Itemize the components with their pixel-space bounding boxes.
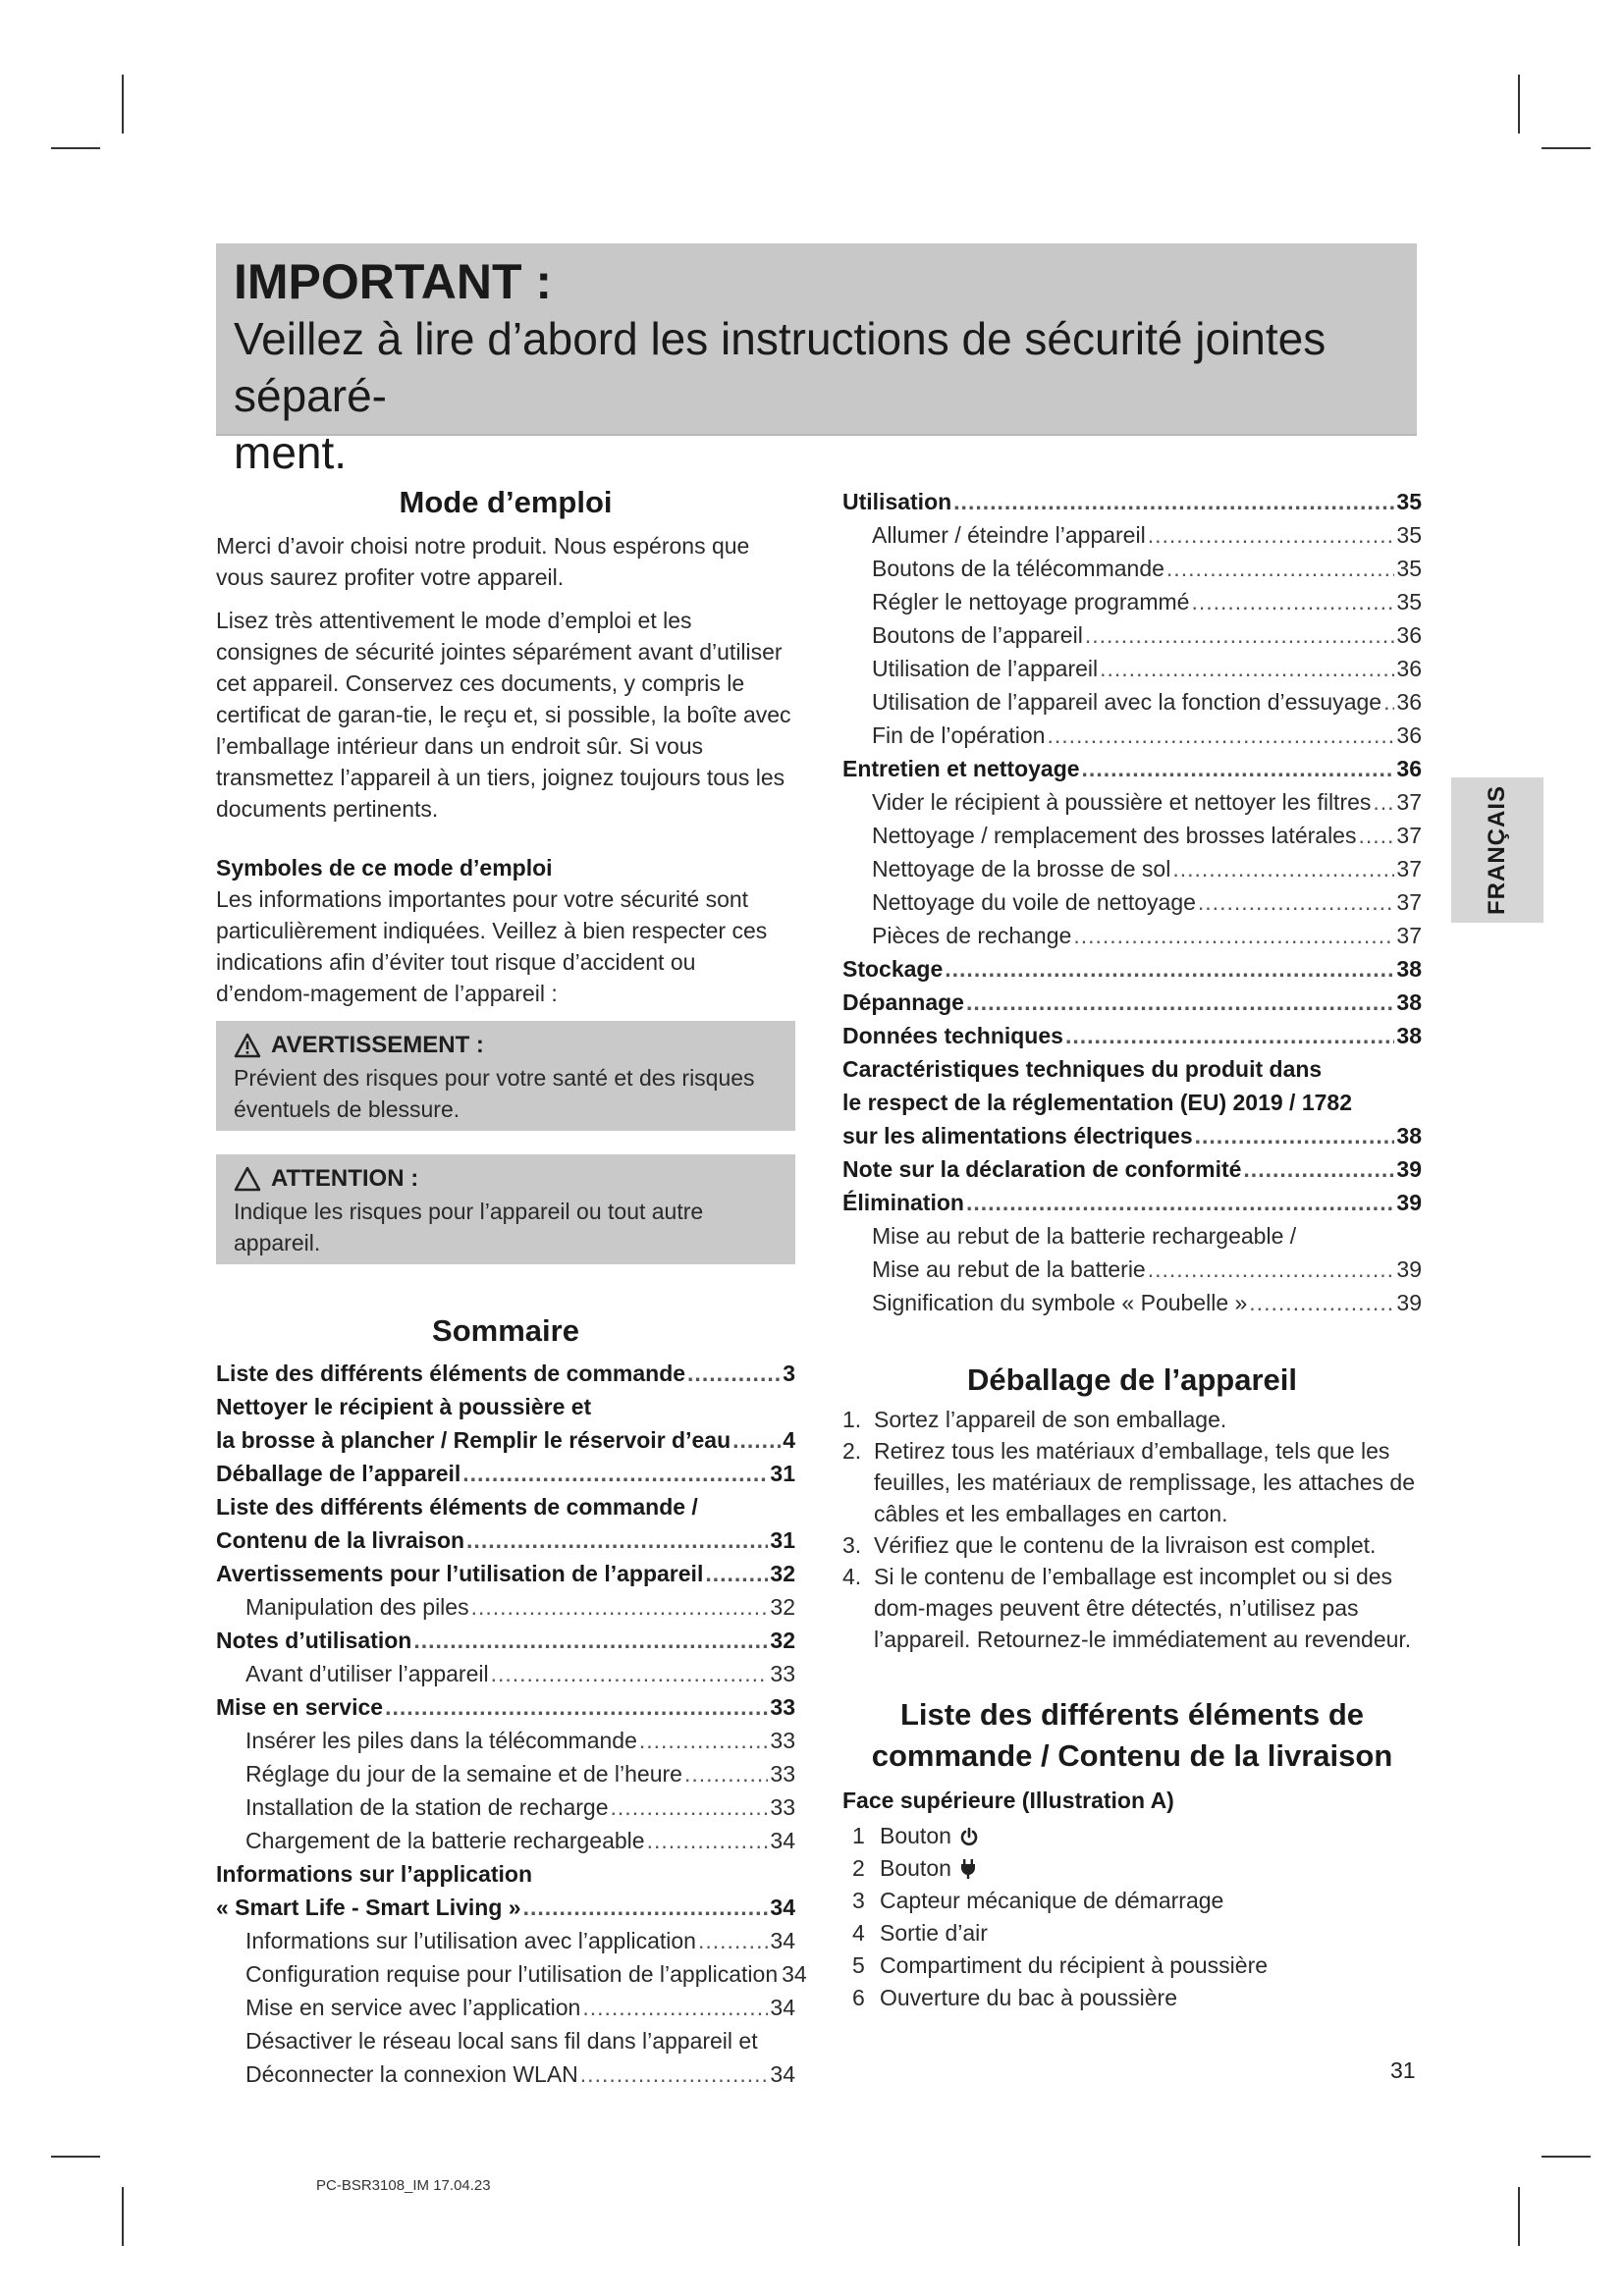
toc-entry-label: Données techniques — [842, 1023, 1063, 1048]
toc-entry — [216, 1991, 795, 2024]
toc-entry — [842, 1286, 1422, 1319]
toc-entry-label: Avertissements pour l’utilisation de l’appareil — [216, 1561, 704, 1586]
toc-leader-dots — [966, 986, 1394, 1019]
toc-entry-page: 38 — [1396, 956, 1422, 982]
toc-entry — [842, 1019, 1422, 1052]
toc-entry — [842, 785, 1422, 819]
toc-entry-page: 33 — [770, 1694, 795, 1720]
step-text: Sortez l’appareil de son emballage. — [874, 1407, 1227, 1432]
toc-entry-page: 39 — [1396, 1156, 1422, 1182]
toc-entry-label: Utilisation de l’appareil — [872, 656, 1099, 681]
toc-entry: le respect de la réglementation (EU) 2019 / 1782 — [842, 1090, 1353, 1115]
toc-entry — [216, 1624, 795, 1657]
toc-entry-label: Boutons de la télécommande — [872, 556, 1164, 581]
toc-leader-dots — [1172, 852, 1394, 885]
toc-entry-page: 32 — [770, 1561, 795, 1586]
toc-entry-label: sur les alimentations électriques — [842, 1123, 1193, 1148]
part-item — [842, 1982, 1422, 2014]
toc-entry-page: 35 — [1396, 489, 1422, 514]
instructions-paragraph: Lisez très attentivement le mode d’emploi et les consignes de sécurité jointes séparément avant d’utiliser cet appareil. Conservez ces documents, y compris le certificat de garan-tie, le reçu et, si possible, la boîte avec l’emballage intérieur dans un endroit sûr. Si vous transmettez l’appareil à un tiers, joignez toujours tous les documents pertinents. — [216, 608, 791, 822]
part-number: 2 — [852, 1855, 865, 1881]
caution-text: Indique les risques pour l’appareil ou tout autre appareil. — [234, 1199, 704, 1255]
toc-entry — [216, 1590, 795, 1624]
toc-entry-page: 37 — [1396, 856, 1422, 881]
toc-entry — [842, 1119, 1422, 1152]
symbols-paragraph: Les informations importantes pour votre sécurité sont particulièrement indiquées. Veillez à bien respecter ces indications afin d’éviter tout risque d’accident ou d’endom-magement de l’appareil : — [216, 886, 768, 1006]
toc-entry: Nettoyer le récipient à poussière et — [216, 1394, 592, 1419]
toc-entry-label: la brosse à plancher / Remplir le réservoir d’eau — [216, 1427, 731, 1453]
important-banner — [216, 243, 1417, 478]
toc-leader-dots — [1148, 518, 1395, 552]
toc-entry-label: Boutons de l’appareil — [872, 622, 1083, 648]
toc-entry-label: Mise en service avec l’application — [245, 1995, 581, 2020]
toc-entry-label: Utilisation — [842, 489, 952, 514]
crop-mark-top-left-vertical — [122, 75, 124, 133]
warning-box — [216, 1021, 795, 1131]
toc-entry-page: 33 — [770, 1728, 795, 1753]
toc-leader-dots — [966, 1186, 1394, 1219]
toc-entry — [216, 1423, 795, 1457]
part-item — [842, 1820, 1422, 1852]
toc-entry-page: 39 — [1396, 1290, 1422, 1315]
toc-entry-label: Nettoyage du voile de nettoyage — [872, 889, 1196, 915]
toc-leader-dots — [1082, 752, 1395, 785]
face-superieure-heading: Face supérieure (Illustration A) — [842, 1788, 1174, 1813]
toc-entry — [842, 819, 1422, 852]
toc-entry-page: 34 — [770, 1928, 795, 1953]
toc-entry-label: Fin de l’opération — [872, 722, 1046, 748]
toc-entry: Liste des différents éléments de commande / — [216, 1494, 698, 1520]
part-number: 4 — [852, 1920, 865, 1946]
toc-entry-page: 4 — [783, 1427, 795, 1453]
toc-entry — [842, 885, 1422, 919]
step-number: 1. — [842, 1407, 862, 1432]
toc-leader-dots — [471, 1590, 769, 1624]
step-number: 4. — [842, 1564, 862, 1589]
toc-leader-dots — [1166, 552, 1394, 585]
toc-leader-dots — [1373, 785, 1394, 819]
toc-entry-label: Notes d’utilisation — [216, 1628, 412, 1653]
toc-entry — [216, 1957, 807, 1991]
part-number: 1 — [852, 1823, 865, 1848]
part-item — [842, 1949, 1422, 1982]
part-item — [842, 1852, 1422, 1885]
toc-entry-label: Informations sur l’utilisation avec l’application — [245, 1928, 696, 1953]
toc-entry-label: Utilisation de l’appareil avec la fonction d’essuyage — [872, 689, 1382, 715]
toc-leader-dots — [1148, 1253, 1395, 1286]
part-label: Bouton — [880, 1823, 951, 1848]
toc-leader-dots — [945, 952, 1394, 986]
toc-entry-page: 34 — [770, 1895, 795, 1920]
deballage-step — [842, 1529, 1422, 1561]
crop-mark-top-left-horizontal — [51, 147, 100, 149]
caution-triangle-icon — [234, 1166, 261, 1192]
toc-leader-dots — [580, 2057, 769, 2091]
toc-entry-label: Manipulation des piles — [245, 1594, 469, 1620]
deballage-heading: Déballage de l’appareil — [967, 1362, 1297, 1397]
plug-icon — [951, 1858, 977, 1880]
toc-entry-page: 37 — [1396, 789, 1422, 815]
step-number: 2. — [842, 1438, 862, 1464]
toc-right-list — [842, 485, 1422, 1319]
toc-leader-dots — [1073, 919, 1394, 952]
toc-leader-dots — [1191, 585, 1394, 618]
part-item — [842, 1917, 1422, 1949]
toc-entry — [842, 652, 1422, 685]
toc-entry-page: 33 — [770, 1761, 795, 1787]
sommaire-heading: Sommaire — [432, 1313, 579, 1348]
toc-entry-page: 36 — [1396, 722, 1422, 748]
toc-entry-label: Mise en service — [216, 1694, 384, 1720]
toc-entry-label: Stockage — [842, 956, 944, 982]
toc-entry — [216, 1724, 795, 1757]
toc-entry — [216, 1924, 795, 1957]
warning-text: Prévient des risques pour votre santé et des risques éventuels de blessure. — [234, 1065, 755, 1122]
toc-entry-page: 35 — [1396, 589, 1422, 614]
mode-emploi-heading: Mode d’emploi — [399, 485, 613, 519]
toc-entry-page: 39 — [1396, 1256, 1422, 1282]
toc-leader-dots — [413, 1624, 768, 1657]
toc-entry-page: 36 — [1396, 622, 1422, 648]
toc-entry-page: 35 — [1396, 556, 1422, 581]
toc-entry — [842, 719, 1422, 752]
liste-heading-line-1: Liste des différents éléments de — [899, 1697, 1365, 1732]
toc-entry — [216, 2057, 795, 2091]
deballage-step — [842, 1561, 1422, 1655]
toc-entry — [842, 685, 1422, 719]
toc-entry — [842, 852, 1422, 885]
caution-title: ATTENTION : — [271, 1165, 419, 1192]
crop-mark-bottom-right-vertical — [1518, 2187, 1520, 2246]
toc-entry-label: Déconnecter la connexion WLAN — [245, 2061, 578, 2087]
toc-entry — [842, 1186, 1422, 1219]
toc-entry-label: Pièces de rechange — [872, 923, 1072, 948]
parts-list — [842, 1820, 1422, 2014]
toc-leader-dots — [523, 1891, 769, 1924]
caution-box — [216, 1154, 795, 1264]
toc-entry-label: Dépannage — [842, 989, 964, 1015]
toc-entry — [216, 1757, 795, 1790]
toc-leader-dots — [1243, 1152, 1394, 1186]
step-text: Si le contenu de l’emballage est incomplet ou si des dom-mages peuvent être détectés, n’utilisez pas l’appareil. Retournez-le immédiatement au revendeur. — [874, 1564, 1412, 1652]
warning-title: AVERTISSEMENT : — [271, 1032, 484, 1058]
part-label: Bouton — [880, 1855, 951, 1881]
toc-leader-dots — [953, 485, 1394, 518]
toc-entry-page: 38 — [1396, 1023, 1422, 1048]
toc-entry-page: 34 — [770, 1828, 795, 1853]
toc-entry: Désactiver le réseau local sans fil dans l’appareil et — [245, 2028, 758, 2054]
part-number: 5 — [852, 1952, 865, 1978]
intro-paragraph: Merci d’avoir choisi notre produit. Nous espérons que vous saurez profiter votre appareil. — [216, 533, 750, 590]
toc-entry-label: Réglage du jour de la semaine et de l’heure — [245, 1761, 682, 1787]
toc-entry-label: Note sur la déclaration de conformité — [842, 1156, 1242, 1182]
toc-entry-page: 31 — [770, 1461, 795, 1486]
toc-entry-page: 36 — [1396, 689, 1422, 715]
toc-entry-label: Mise au rebut de la batterie — [872, 1256, 1146, 1282]
part-label: Capteur mécanique de démarrage — [880, 1888, 1224, 1913]
toc-leader-dots — [1047, 719, 1394, 752]
step-text: Vérifiez que le contenu de la livraison est complet. — [874, 1532, 1377, 1558]
toc-entry-page: 33 — [770, 1794, 795, 1820]
toc-entry-page: 33 — [770, 1661, 795, 1686]
toc-entry — [842, 485, 1422, 518]
toc-entry — [842, 986, 1422, 1019]
toc-entry-label: Nettoyage de la brosse de sol — [872, 856, 1171, 881]
part-label: Ouverture du bac à poussière — [880, 1985, 1178, 2010]
toc-entry — [216, 1690, 795, 1724]
toc-leader-dots — [582, 1991, 768, 2024]
toc-entry — [842, 618, 1422, 652]
banner-title: IMPORTANT : — [234, 254, 553, 309]
warning-title-row — [234, 1029, 784, 1062]
toc-leader-dots — [698, 1924, 768, 1957]
toc-entry — [842, 919, 1422, 952]
toc-leader-dots — [1198, 885, 1395, 919]
toc-entry-page: 32 — [770, 1594, 795, 1620]
symbols-heading: Symboles de ce mode d’emploi — [216, 855, 553, 881]
toc-entry-page: 39 — [1396, 1190, 1422, 1215]
deballage-step — [842, 1404, 1422, 1435]
toc-entry — [216, 1523, 795, 1557]
footer-document-code: PC-BSR3108_IM 17.04.23 — [316, 2177, 491, 2194]
toc-leader-dots — [687, 1357, 781, 1390]
toc-entry — [216, 1790, 795, 1824]
toc-leader-dots — [385, 1690, 768, 1724]
power-icon — [951, 1827, 979, 1846]
toc-entry-page: 37 — [1396, 889, 1422, 915]
part-item — [842, 1885, 1422, 1917]
crop-mark-bottom-left-vertical — [122, 2187, 124, 2246]
toc-entry-label: Déballage de l’appareil — [216, 1461, 461, 1486]
toc-leader-dots — [466, 1523, 768, 1557]
toc-left-list — [216, 1357, 807, 2091]
toc-entry: Caractéristiques techniques du produit dans — [842, 1056, 1323, 1082]
toc-entry-page: 36 — [1396, 656, 1422, 681]
step-number: 3. — [842, 1532, 862, 1558]
toc-entry — [842, 518, 1422, 552]
toc-leader-dots — [705, 1557, 768, 1590]
deballage-step — [842, 1435, 1422, 1529]
toc-entry-page: 31 — [770, 1527, 795, 1553]
toc-entry-page: 35 — [1396, 522, 1422, 548]
toc-entry-page: 34 — [770, 2061, 795, 2087]
toc-entry-label: Avant d’utiliser l’appareil — [245, 1661, 489, 1686]
toc-entry-label: Élimination — [842, 1190, 964, 1215]
warning-triangle-icon — [234, 1033, 261, 1058]
toc-entry-page: 34 — [782, 1961, 807, 1987]
toc-leader-dots — [1383, 685, 1394, 719]
toc-entry — [216, 1357, 795, 1390]
toc-entry-label: Insérer les piles dans la télécommande — [245, 1728, 637, 1753]
toc-entry — [842, 585, 1422, 618]
toc-entry-label: Vider le récipient à poussière et nettoyer les filtres — [872, 789, 1372, 815]
toc-entry-page: 3 — [783, 1361, 795, 1386]
toc-entry-label: Nettoyage / remplacement des brosses latérales — [872, 823, 1357, 848]
crop-mark-bottom-left-horizontal — [51, 2156, 100, 2158]
toc-leader-dots — [1085, 618, 1395, 652]
toc-entry — [216, 1657, 795, 1690]
toc-leader-dots — [647, 1824, 769, 1857]
toc-entry — [842, 952, 1422, 986]
language-tab — [1451, 777, 1543, 923]
banner-line-2: ment. — [234, 427, 348, 478]
toc-entry: Informations sur l’application — [216, 1861, 533, 1887]
toc-entry-label: « Smart Life - Smart Living » — [216, 1895, 521, 1920]
part-number: 6 — [852, 1985, 865, 2010]
right-column — [842, 485, 1422, 2014]
toc-entry — [842, 1253, 1422, 1286]
toc-leader-dots — [1100, 652, 1394, 685]
toc-entry-label: Chargement de la batterie rechargeable — [245, 1828, 645, 1853]
deballage-steps — [842, 1404, 1422, 1655]
part-number: 3 — [852, 1888, 865, 1913]
toc-leader-dots — [1249, 1286, 1394, 1319]
language-tab-label: FRANÇAIS — [1484, 785, 1510, 915]
toc-entry-label: Configuration requise pour l’utilisation de l’application — [245, 1961, 779, 1987]
crop-mark-bottom-right-horizontal — [1542, 2156, 1591, 2158]
toc-leader-dots — [462, 1457, 768, 1490]
toc-entry — [216, 1557, 795, 1590]
toc-entry-page: 32 — [770, 1628, 795, 1653]
toc-leader-dots — [611, 1790, 769, 1824]
toc-entry-page: 38 — [1396, 1123, 1422, 1148]
toc-entry-label: Installation de la station de recharge — [245, 1794, 609, 1820]
toc-entry-page: 34 — [770, 1995, 795, 2020]
toc-entry — [216, 1824, 795, 1857]
toc-entry — [216, 1891, 795, 1924]
toc-entry: Mise au rebut de la batterie rechargeable / — [872, 1223, 1297, 1249]
page-number: 31 — [1390, 2057, 1416, 2083]
caution-title-row — [234, 1162, 784, 1196]
toc-entry-label: Liste des différents éléments de commande — [216, 1361, 686, 1386]
toc-leader-dots — [1195, 1119, 1395, 1152]
liste-heading-line-2: commande / Contenu de la livraison — [871, 1738, 1393, 1773]
toc-entry-page: 37 — [1396, 923, 1422, 948]
toc-leader-dots — [1358, 819, 1394, 852]
left-column — [216, 483, 807, 2091]
part-label: Sortie d’air — [880, 1920, 988, 1946]
toc-entry-label: Allumer / éteindre l’appareil — [872, 522, 1146, 548]
toc-entry — [842, 1152, 1422, 1186]
toc-entry-page: 37 — [1396, 823, 1422, 848]
crop-mark-top-right-vertical — [1518, 75, 1520, 133]
toc-leader-dots — [639, 1724, 769, 1757]
toc-entry-label: Entretien et nettoyage — [842, 756, 1080, 781]
toc-leader-dots — [491, 1657, 769, 1690]
toc-entry — [842, 752, 1422, 785]
toc-entry-label: Régler le nettoyage programmé — [872, 589, 1190, 614]
toc-entry-page: 38 — [1396, 989, 1422, 1015]
toc-entry-label: Signification du symbole « Poubelle » — [872, 1290, 1248, 1315]
toc-entry-page: 36 — [1396, 756, 1422, 781]
toc-entry — [842, 552, 1422, 585]
toc-entry — [216, 1457, 795, 1490]
banner-line-1: Veillez à lire d’abord les instructions de sécurité jointes séparé- — [234, 313, 1326, 421]
step-text: Retirez tous les matériaux d’emballage, tels que les feuilles, les matériaux de remplissage, les attaches de câbles et les emballages en carton. — [874, 1438, 1416, 1526]
part-label: Compartiment du récipient à poussière — [880, 1952, 1269, 1978]
toc-leader-dots — [732, 1423, 781, 1457]
toc-leader-dots — [684, 1757, 768, 1790]
toc-leader-dots — [1065, 1019, 1394, 1052]
crop-mark-top-right-horizontal — [1542, 147, 1591, 149]
toc-entry-label: Contenu de la livraison — [216, 1527, 465, 1553]
